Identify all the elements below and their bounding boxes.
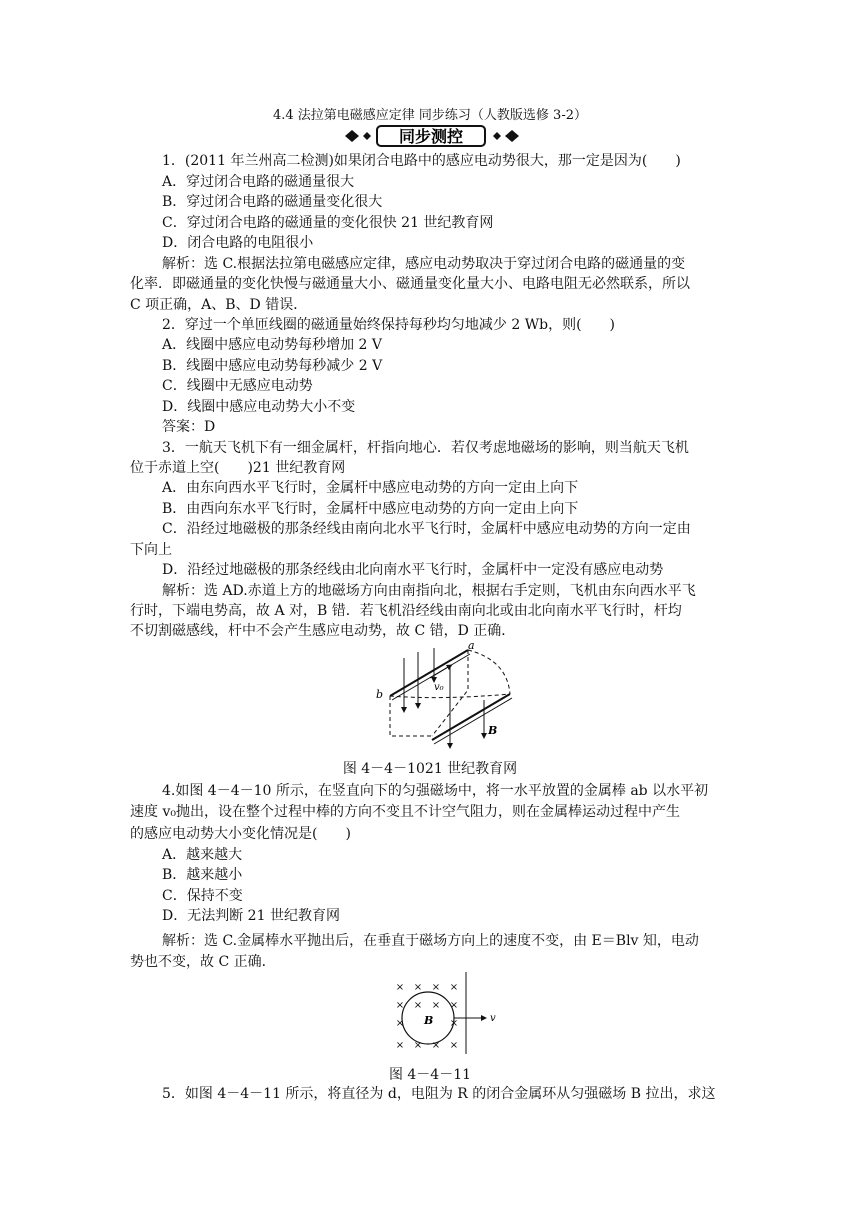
banner-label: 同步测控 <box>398 127 464 146</box>
q2-answer: 答案：D <box>162 419 216 435</box>
diamond-icon <box>493 132 501 140</box>
svg-text:×: × <box>413 1040 423 1051</box>
svg-text:×: × <box>395 1000 405 1011</box>
q3-option-d: D．沿经过地磁极的那条经线由北向南水平飞行时，金属杆中一定没有感应电动势 <box>162 562 664 578</box>
svg-text:×: × <box>395 982 405 993</box>
svg-text:×: × <box>449 1018 459 1029</box>
label-v0: v₀ <box>434 682 444 693</box>
q1-option-d: D．闭合电路的电阻很小 <box>162 235 314 251</box>
q1-answer-1: 解析：选 C.根据法拉第电磁感应定律，感应电动势取决于穿过闭合电路的磁通量的变 <box>162 256 686 272</box>
q1-answer-2: 化率．即磁通量的变化快慢与磁通量大小、磁通量变化量大小、电路电阻无必然联系，所以 <box>130 276 690 292</box>
q2-stem: 2．穿过一个单匝线圈的磁通量始终保持每秒均匀地减少 2 Wb，则( ) <box>162 317 615 333</box>
q3-stem-1: 3．一航天飞机下有一细金属杆，杆指向地心．若仅考虑地磁场的影响，则当航天飞机 <box>162 440 689 456</box>
q4-stem-1: 4.如图 4－4－10 所示，在竖直向下的匀强磁场中，将一水平放置的金属棒 ab 以水平初 <box>162 783 709 799</box>
q4-option-d: D．无法判断 21 世纪教育网 <box>162 908 340 924</box>
diamond-icon <box>505 130 519 142</box>
q3-stem-2: 位于赤道上空( )21 世纪教育网 <box>130 460 346 476</box>
label-a: a <box>468 640 475 652</box>
q2-option-d: D．线圈中感应电动势大小不变 <box>162 399 356 415</box>
svg-text:×: × <box>431 1040 441 1051</box>
q2-option-c: C．线圈中无感应电动势 <box>162 378 313 394</box>
label-v: v <box>490 1013 496 1024</box>
q3-option-c-2: 下向上 <box>130 542 172 558</box>
figure-4-4-11-caption: 图 4－4－11 <box>388 1067 472 1083</box>
q3-option-a: A．由东向西水平飞行时，金属杆中感应电动势的方向一定由上向下 <box>162 480 579 496</box>
q4-option-b: B．越来越小 <box>162 867 243 883</box>
svg-text:×: × <box>449 1000 459 1011</box>
label-b: b <box>376 688 384 701</box>
q3-answer-2: 行时，下端电势高，故 A 对，B 错．若飞机沿经线由南向北或由北向南水平飞行时，杆均 <box>130 603 682 619</box>
label-B: B <box>424 1014 434 1027</box>
svg-text:×: × <box>449 1040 459 1051</box>
q1-stem: 1．(2011 年兰州高二检测)如果闭合电路中的感应电动势很大，那一定是因为( ) <box>162 153 681 169</box>
q4-answer-2: 势也不变，故 C 正确． <box>130 954 276 970</box>
svg-text:×: × <box>431 982 441 993</box>
svg-text:×: × <box>395 1040 405 1051</box>
q3-option-b: B．由西向东水平飞行时，金属杆中感应电动势的方向一定由上向下 <box>162 501 579 517</box>
q4-stem-2: 速度 v₀抛出，设在整个过程中棒的方向不变且不计空气阻力，则在金属棒运动过程中产生 <box>130 804 680 820</box>
svg-text:×: × <box>431 1000 441 1011</box>
svg-text:×: × <box>449 982 459 993</box>
document-title: 4.4 法拉第电磁感应定律 同步练习（人教版选修 3-2） <box>272 108 587 123</box>
figure-4-4-10 <box>372 640 522 750</box>
q1-option-c: C．穿过闭合电路的磁通量的变化很快 21 世纪教育网 <box>162 215 494 231</box>
q3-answer-1: 解析：选 AD.赤道上方的地磁场方向由南指向北，根据右手定则，飞机由东向西水平飞 <box>162 583 696 599</box>
q4-answer-1: 解析：选 C.金属棒水平抛出后，在垂直于磁场方向上的速度不变，由 E＝Blv 知，电动 <box>162 933 699 949</box>
label-B: B <box>488 724 498 737</box>
q2-option-b: B．线圈中感应电动势每秒减少 2 V <box>162 358 383 374</box>
q4-stem-3: 的感应电动势大小变化情况是( ) <box>130 826 351 842</box>
q2-option-a: A．线圈中感应电动势每秒增加 2 V <box>162 337 383 353</box>
figure-4-4-11 <box>388 970 508 1060</box>
svg-text:×: × <box>413 982 423 993</box>
q4-option-a: A．越来越大 <box>162 847 243 863</box>
q4-option-c: C．保持不变 <box>162 888 243 904</box>
figure-4-4-10-caption: 图 4－4－1021 世纪教育网 <box>342 761 518 777</box>
diamond-icon <box>345 130 359 142</box>
q1-answer-3: C 项正确，A、B、D 错误． <box>130 297 308 313</box>
q3-answer-3: 不切割磁感线，杆中不会产生感应电动势，故 C 错，D 正确． <box>130 623 516 639</box>
svg-text:×: × <box>395 1018 405 1029</box>
q1-option-a: A．穿过闭合电路的磁通量很大 <box>162 174 355 190</box>
diamond-icon <box>363 132 371 140</box>
q3-option-c-1: C．沿经过地磁极的那条经线由南向北水平飞行时，金属杆中感应电动势的方向一定由 <box>162 521 691 537</box>
q5-stem-1: 5．如图 4－4－11 所示，将直径为 d，电阻为 R 的闭合金属环从匀强磁场 B 拉出，求这 <box>162 1086 716 1102</box>
svg-text:×: × <box>413 1000 423 1011</box>
q1-option-b: B．穿过闭合电路的磁通量变化很大 <box>162 194 383 210</box>
section-banner <box>343 124 523 148</box>
